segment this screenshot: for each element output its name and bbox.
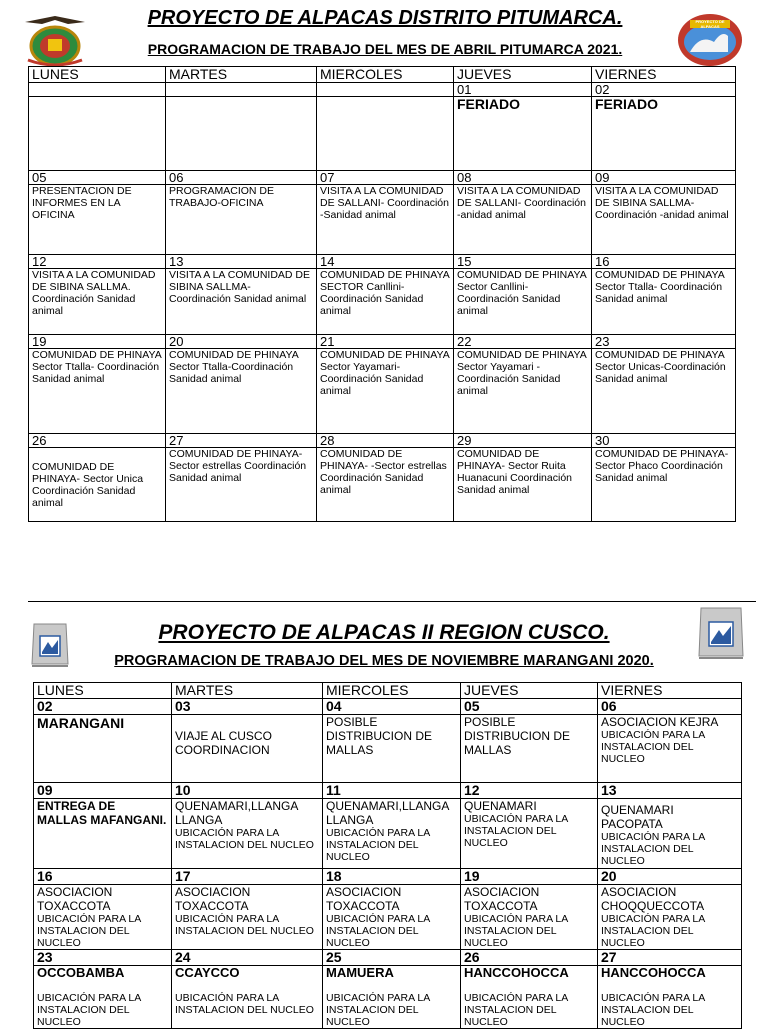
activity-cell (323, 799, 461, 869)
logo-right-text: PROYECTO DE ALPACAS (695, 19, 725, 29)
activity-detail: UBICACIÓN PARA LA INSTALACION DEL NUCLEO (601, 992, 705, 1028)
activity-title: ASOCIACION TOXACCOTA (37, 885, 113, 913)
activity-text: VISITA A LA COMUNIDAD DE SIBINA SALLMA- Coordinación Sanidad animal (166, 269, 317, 335)
day-number: 03 (172, 699, 323, 715)
activity-cell (34, 715, 172, 783)
day-cell (166, 97, 317, 171)
activity-text: VISITA A LA COMUNIDAD DE SIBINA SALLMA- Coordinación -anidad animal (592, 185, 736, 255)
activity-text: COMUNIDAD DE PHINAYA- -Sector estrellas Coordinación Sanidad animal (317, 448, 454, 522)
holiday-label: FERIADO (457, 96, 520, 112)
day-number: 20 (598, 869, 742, 885)
day-number (29, 83, 166, 97)
activity-text: COMUNIDAD DE PHINAYA Sector Ttalla-Coordinación Sanidad animal (166, 349, 317, 434)
activity-detail: UBICACIÓN PARA LA INSTALACION DEL NUCLEO (175, 913, 314, 937)
activity-detail: UBICACIÓN PARA LA INSTALACION DEL NUCLEO (326, 913, 430, 949)
day-header: MIERCOLES (317, 67, 454, 83)
day-number: 05 (461, 699, 598, 715)
day-number: 19 (29, 335, 166, 349)
day-number: 14 (317, 255, 454, 269)
activity-title: OCCOBAMBA (37, 965, 125, 980)
activity-title: HANCCOHOCCA (464, 965, 569, 980)
activity-cell (598, 966, 742, 1029)
day-number: 16 (34, 869, 172, 885)
doc1-title: PROYECTO DE ALPACAS DISTRITO PITUMARCA. (147, 7, 623, 29)
activity-title: HANCCOHOCCA (601, 965, 706, 980)
activity-cell (323, 966, 461, 1029)
activity-text: VISITA A LA COMUNIDAD DE SALLANI- Coordinación -anidad animal (454, 185, 592, 255)
activity-detail: UBICACIÓN PARA LA INSTALACION DEL NUCLEO (326, 827, 430, 863)
day-number: 10 (172, 783, 323, 799)
activity-cell (598, 715, 742, 783)
day-number: 01 (454, 83, 592, 97)
day-number: 18 (323, 869, 461, 885)
day-number: 06 (166, 171, 317, 185)
day-header: JUEVES (461, 683, 598, 699)
day-number: 12 (29, 255, 166, 269)
activity-title: MAMUERA (326, 965, 394, 980)
activity-detail: UBICACIÓN PARA LA INSTALACION DEL NUCLEO (601, 913, 705, 949)
day-number: 06 (598, 699, 742, 715)
day-number: 25 (323, 950, 461, 966)
day-header: VIERNES (598, 683, 742, 699)
day-header: LUNES (29, 67, 166, 83)
activity-detail: UBICACIÓN PARA LA INSTALACION DEL NUCLEO (326, 992, 430, 1028)
activity-text: VISITA A LA COMUNIDAD DE SIBINA SALLMA. Coordinación Sanidad animal (29, 269, 166, 335)
activity-text (29, 448, 166, 522)
day-number: 08 (454, 171, 592, 185)
day-cell (317, 97, 454, 171)
day-number: 09 (34, 783, 172, 799)
activity-cell (34, 966, 172, 1029)
activity-title: QUENAMARI PACOPATA (601, 803, 674, 831)
day-number: 16 (592, 255, 736, 269)
activity-text: VISITA A LA COMUNIDAD DE SALLANI- Coordinación -Sanidad animal (317, 185, 454, 255)
left-logo-emblem (28, 620, 72, 672)
activity-detail: UBICACIÓN PARA LA INSTALACION DEL NUCLEO (464, 913, 568, 949)
day-number: 21 (317, 335, 454, 349)
activity-title: ASOCIACION CHOQQUECCOTA (601, 885, 705, 913)
day-number: 29 (454, 434, 592, 448)
day-number: 30 (592, 434, 736, 448)
day-header: MARTES (172, 683, 323, 699)
activity-detail: UBICACIÓN PARA LA INSTALACION DEL NUCLEO (601, 729, 705, 765)
activity-cell (34, 885, 172, 950)
activity-text: VIAJE AL CUSCO COORDINACION (175, 729, 272, 757)
activity-title: ENTREGA DE MALLAS MAFANGANI. (37, 799, 167, 827)
right-logo-alpaca (676, 12, 744, 68)
doc1-subtitle: PROGRAMACION DE TRABAJO DEL MES DE ABRIL PITUMARCA 2021. (147, 41, 623, 57)
activity-title: QUENAMARI,LLANGA LLANGA (175, 799, 298, 827)
activity-cell (323, 885, 461, 950)
activity-title: ASOCIACION TOXACCOTA (175, 885, 251, 913)
day-number (317, 83, 454, 97)
day-number: 26 (29, 434, 166, 448)
activity-title: MARANGANI (37, 715, 125, 731)
activity-cell (172, 885, 323, 950)
day-cell (592, 97, 736, 171)
day-number: 28 (317, 434, 454, 448)
activity-detail: UBICACIÓN PARA LA INSTALACION DEL NUCLEO (37, 992, 141, 1028)
day-cell (29, 97, 166, 171)
activity-text: COMUNIDAD DE PHINAYA Sector Ttalla- Coordinación Sanidad animal (592, 269, 736, 335)
day-number: 04 (323, 699, 461, 715)
day-header: VIERNES (592, 67, 736, 83)
activity-text: POSIBLE DISTRIBUCION DE MALLAS (326, 715, 433, 757)
activity-text: COMUNIDAD DE PHINAYA- Sector estrellas Coordinación Sanidad animal (166, 448, 317, 522)
activity-cell (172, 966, 323, 1029)
activity-detail: UBICACIÓN PARA LA INSTALACION DEL NUCLEO (464, 813, 568, 849)
day-header: MARTES (166, 67, 317, 83)
activity-cell (461, 966, 598, 1029)
activity-cell (598, 885, 742, 950)
activity-title: QUENAMARI (464, 799, 537, 813)
activity-detail: UBICACIÓN PARA LA INSTALACION DEL NUCLEO (175, 992, 314, 1016)
activity-text: COMUNIDAD DE PHINAYA Sector Ttalla- Coordinación Sanidad animal (29, 349, 166, 434)
activity-cell (323, 715, 461, 783)
doc2-calendar (33, 682, 742, 1029)
activity-text: COMUNIDAD DE PHINAYA Sector Canllini- Coordinación Sanidad animal (454, 269, 592, 335)
activity-cell (34, 799, 172, 869)
day-number (166, 83, 317, 97)
activity-text: COMUNIDAD DE PHINAYA Sector Unicas-Coordinación Sanidad animal (592, 349, 736, 434)
day-number: 09 (592, 171, 736, 185)
day-header: LUNES (34, 683, 172, 699)
day-number: 11 (323, 783, 461, 799)
doc2-subtitle: PROGRAMACION DE TRABAJO DEL MES DE NOVIEMBRE MARANGANI 2020. (114, 653, 654, 669)
day-number: 23 (34, 950, 172, 966)
activity-text-content: COMUNIDAD DE PHINAYA- Sector Unica Coordinación Sanidad animal (32, 460, 144, 509)
activity-title: ASOCIACION TOXACCOTA (464, 885, 540, 913)
day-number: 05 (29, 171, 166, 185)
activity-text: COMUNIDAD DE PHINAYA- Sector Phaco Coordinación Sanidad animal (592, 448, 736, 522)
day-number: 13 (166, 255, 317, 269)
activity-detail: UBICACIÓN PARA LA INSTALACION DEL NUCLEO (175, 827, 314, 851)
activity-text: COMUNIDAD DE PHINAYA SECTOR Canllini- Coordinación Sanidad animal (317, 269, 454, 335)
doc2-title: PROYECTO DE ALPACAS II REGION CUSCO. (158, 621, 610, 644)
activity-detail: UBICACIÓN PARA LA INSTALACION DEL NUCLEO (37, 913, 141, 949)
activity-title: CCAYCCO (175, 965, 240, 980)
day-number: 27 (166, 434, 317, 448)
activity-title: QUENAMARI,LLANGA LLANGA (326, 799, 449, 827)
activity-title: ASOCIACION TOXACCOTA (326, 885, 402, 913)
activity-text: PRESENTACION DE INFORMES EN LA OFICINA (29, 185, 166, 255)
activity-cell (461, 885, 598, 950)
doc1-calendar (28, 66, 736, 522)
activity-text: PROGRAMACION DE TRABAJO-OFICINA (166, 185, 317, 255)
day-cell (454, 97, 592, 171)
holiday-label: FERIADO (595, 96, 658, 112)
day-number: 07 (317, 171, 454, 185)
left-logo-coat-of-arms (20, 12, 90, 68)
activity-cell (461, 715, 598, 783)
activity-text: COMUNIDAD DE PHINAYA Sector Yayamari - Coordinación Sanidad animal (454, 349, 592, 434)
activity-text: COMUNIDAD DE PHINAYA- Sector Ruita Huanacuni Coordinación Sanidad animal (454, 448, 592, 522)
day-number: 27 (598, 950, 742, 966)
activity-detail: UBICACIÓN PARA LA INSTALACION DEL NUCLEO (601, 831, 705, 867)
day-number: 24 (172, 950, 323, 966)
day-header: MIERCOLES (323, 683, 461, 699)
activity-cell (172, 715, 323, 783)
day-number: 20 (166, 335, 317, 349)
activity-title: ASOCIACION KEJRA (601, 715, 719, 729)
day-number: 17 (172, 869, 323, 885)
day-number: 23 (592, 335, 736, 349)
right-logo-emblem (695, 604, 747, 662)
activity-cell (172, 799, 323, 869)
activity-cell (461, 799, 598, 869)
activity-text: COMUNIDAD DE PHINAYA Sector Yayamari- Coordinación Sanidad animal (317, 349, 454, 434)
day-number: 26 (461, 950, 598, 966)
day-number: 13 (598, 783, 742, 799)
page-separator (28, 601, 756, 602)
day-number: 19 (461, 869, 598, 885)
activity-cell (598, 799, 742, 869)
day-header: JUEVES (454, 67, 592, 83)
activity-detail: UBICACIÓN PARA LA INSTALACION DEL NUCLEO (464, 992, 568, 1028)
day-number: 02 (592, 83, 736, 97)
day-number: 22 (454, 335, 592, 349)
day-number: 15 (454, 255, 592, 269)
activity-text: POSIBLE DISTRIBUCION DE MALLAS (464, 715, 571, 757)
day-number: 12 (461, 783, 598, 799)
day-number: 02 (34, 699, 172, 715)
